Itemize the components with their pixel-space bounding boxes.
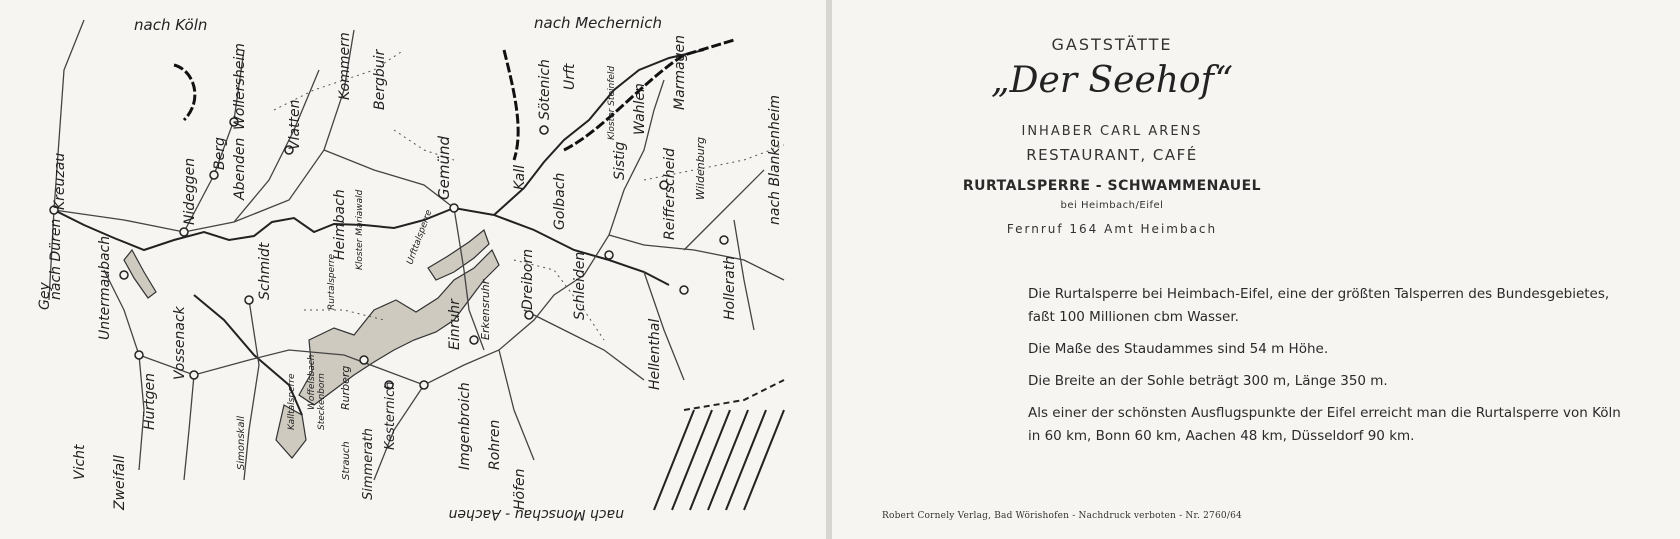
place-zweifall: Zweifall	[112, 455, 128, 510]
info-paragraph-distances: Als einer der schönsten Ausflugspunkte der Eifel erreicht man die Rurtalsperre von Köln in 60 km, Bonn 60 km, Aachen 48 km, Düsseldorf 90 km.	[1028, 405, 1621, 444]
place-rurberg: Rurberg	[339, 365, 352, 410]
kall-river	[194, 295, 302, 415]
place-wahlen: Wahlen	[632, 83, 648, 135]
place-urft: Urft	[562, 63, 578, 90]
place-schleiden: Schleiden	[572, 251, 588, 320]
place-erkensruhr: Erkensruhr	[479, 279, 492, 340]
place-berg: Berg	[212, 137, 228, 170]
place-gey: Gey	[37, 282, 53, 310]
location-title: RURTALSPERRE - SCHWAMMENAUEL	[962, 178, 1262, 194]
place-urfttalsperre: Urfttalsperre	[405, 208, 435, 267]
place-kall: Kall	[512, 164, 528, 190]
place-einruhr: Einruhr	[447, 299, 463, 350]
place-kloster-mariawald: Kloster Mariawald	[355, 189, 365, 270]
edge-label-blankenheim: nach Blankenheim	[767, 94, 783, 225]
info-panel	[832, 0, 1680, 539]
place-kesternich: Kesternich	[383, 381, 398, 450]
obersee-area	[124, 250, 156, 298]
railways	[174, 40, 734, 160]
map-panel	[0, 0, 826, 539]
place-reifferscheid: Reifferscheid	[662, 148, 678, 240]
publisher-footer: Robert Cornely Verlag, Bad Wörishofen - Nachdruck verboten - Nr. 2760/64	[882, 511, 1242, 521]
place-bergbuir: Bergbuir	[372, 49, 388, 110]
place-rohren: Rohren	[487, 419, 503, 470]
place-soetenich: Sötenich	[537, 59, 553, 120]
place-hollerath: Hollerath	[722, 255, 738, 320]
region-map	[37, 10, 804, 525]
place-heimbach: Heimbach	[332, 189, 348, 260]
place-imgenbroich: Imgenbroich	[457, 382, 473, 470]
place-marmagen: Marmagen	[672, 34, 688, 110]
place-schmidt: Schmidt	[257, 242, 273, 300]
place-strauch: Strauch	[341, 441, 352, 480]
place-simmerath: Simmerath	[361, 428, 376, 500]
place-hellenthal: Hellenthal	[647, 318, 663, 390]
restaurant-name: „Der Seehof“	[991, 60, 1233, 101]
place-hoefen: Höfen	[512, 468, 528, 510]
place-golbach: Golbach	[552, 172, 568, 230]
place-vossenack: Vossenack	[172, 306, 188, 380]
hatched-area	[654, 380, 784, 510]
place-woffelsbach: Woffelsbach	[307, 354, 317, 410]
place-abenden: Abenden	[232, 137, 248, 200]
place-wollersheim: Wollersheim	[232, 43, 248, 130]
edge-label-dueren: nach Düren	[48, 218, 64, 300]
place-gemuend: Gemünd	[435, 136, 453, 200]
phone-line: Fernruf 164 Amt Heimbach	[1006, 222, 1218, 236]
place-kloster-steinfeld: Kloster Steinfeld	[607, 65, 617, 140]
info-paragraph-width: Die Breite an der Sohle beträgt 300 m, Länge 350 m.	[1028, 373, 1388, 389]
place-steckenborn: Steckenborn	[317, 373, 327, 430]
place-kommern: Kommern	[337, 32, 353, 100]
place-dreiborn: Dreiborn	[520, 248, 536, 310]
place-nideggen: Nideggen	[182, 157, 198, 225]
place-simonskall: Simonskall	[236, 415, 247, 470]
edge-label-koeln: nach Köln	[134, 16, 208, 34]
owner-line: INHABER CARL ARENS	[1021, 124, 1203, 139]
locality-line: bei Heimbach/Eifel	[1060, 200, 1164, 211]
place-rurtalsperre: Rurtalsperre	[327, 253, 337, 310]
info-text	[1028, 283, 1628, 457]
place-kreuzau: Kreuzau	[52, 152, 68, 210]
business-type: RESTAURANT, CAFÉ	[1026, 146, 1198, 164]
place-wildenburg: Wildenburg	[694, 136, 707, 200]
edge-label-mechernich: nach Mechernich	[534, 14, 662, 32]
place-sistig: Sistig	[612, 141, 628, 180]
place-kalltalsperre: Kalltalsperre	[287, 373, 297, 430]
info-paragraph-capacity: Die Rurtalsperre bei Heimbach-Eifel, eine der größten Talsperren des Bundesgebietes, faßt 100 Millionen cbm Wasser.	[1028, 286, 1610, 325]
edge-label-monschau-aachen: nach Monschau - Aachen	[448, 506, 624, 522]
place-vicht: Vicht	[72, 444, 88, 480]
place-untermaubach: Untermaubach	[97, 235, 113, 340]
gaststaette-label: GASTSTÄTTE	[1051, 35, 1173, 54]
info-paragraph-height: Die Maße des Staudammes sind 54 m Höhe.	[1028, 341, 1329, 357]
place-vlatten: Vlatten	[287, 99, 303, 150]
place-huertgen: Hürtgen	[142, 372, 158, 430]
